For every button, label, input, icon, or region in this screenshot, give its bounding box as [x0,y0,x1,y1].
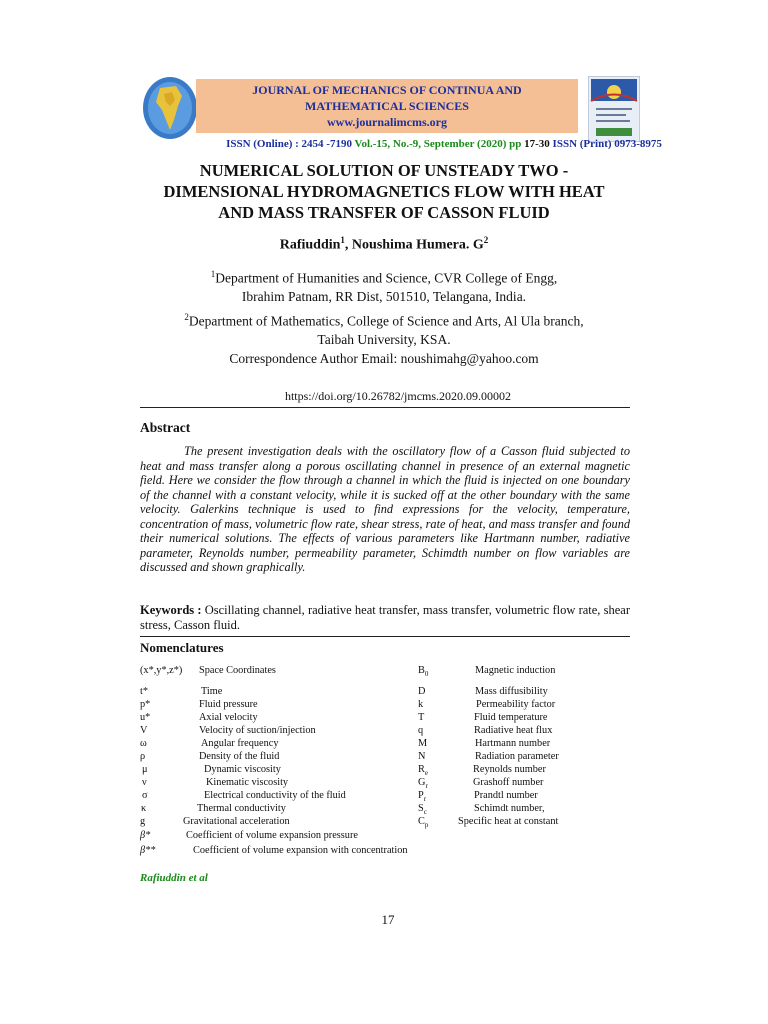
abstract-body [140,444,630,575]
nomenclature-description: Magnetic induction [475,665,556,676]
journal-website[interactable]: www.journalimcms.org [327,115,447,129]
aff1-sup: 1 [210,269,216,279]
nomenclature-symbol: (x*,y*,z*) [140,665,183,676]
nomenclature-symbol: ρ [140,751,146,762]
nomenclature-description: Radiation parameter [475,751,559,762]
symbol-letter: D [418,686,426,697]
journal-logo-right [588,76,640,142]
title-line1: NUMERICAL SOLUTION OF UNSTEADY TWO - [199,161,569,180]
journal-logo-left [142,76,198,140]
author-sep: , [344,237,352,253]
symbol-subscript: e [424,769,428,778]
symbol-letter: B [418,665,425,676]
abstract-text: The present investigation deals with the oscillatory flow of a Casson fluid subjected to heat and mass transfer along a porous oscillating channel in presence of an external magnetic field. Here we consider the flow through a channel in which the fluid is injected on one boundary of the channel with a constant velocity, while it is sucked off at the other boundary with the same velocity. Galerkins technique is used to find expressions for the velocity, temperature, concentration of mass, volumetric flow rate, shear stress, rate of heat, and mass transfer and found their numerical solutions. The effects of various parameters like Hartmann number, radiative parameter, Reynolds number, permeability parameter, Schimdth number on flow variables are discussed and shown graphically. [140,444,630,574]
affiliation-2 [0,308,768,349]
nomenclature-symbol: t* [140,686,149,697]
symbol-letter: C [418,816,425,827]
keywords [140,603,630,633]
nomenclature-symbol: σ [142,790,148,801]
nomenclature-description: Gravitational acceleration [183,816,290,827]
nomenclature-description: Reynolds number [473,764,546,775]
nomenclature-description: Axial velocity [199,712,258,723]
issn-online: ISSN (Online) : 2454 -7190 [226,138,352,150]
nomenclature-description: Kinematic viscosity [206,777,289,788]
nomenclature-description: Density of the fluid [199,751,280,762]
nomenclature-description: Hartmann number [475,738,551,749]
symbol-letter: P [418,790,424,801]
correspondence-email: Correspondence Author Email: noushimahg@yahoo.com [229,351,539,366]
symbol-letter: M [418,738,428,749]
nomenclature-symbol: g [140,816,146,827]
symbol-letter: G [418,777,426,788]
nomenclature-symbol: ν [142,777,147,788]
issn-print: ISSN (Print) 0973-8975 [552,138,662,150]
nomenclature-symbol [418,815,428,832]
symbol-letter: N [418,751,426,762]
divider-nomenclature [140,636,630,637]
title-line3: AND MASS TRANSFER OF CASSON FLUID [218,203,550,222]
author-2-sup: 2 [483,235,489,245]
nomenclature-description: Dynamic viscosity [204,764,281,775]
symbol-subscript: 0 [424,670,429,679]
nomenclature-description: Schimdt number, [474,803,545,814]
author-2: Noushima Humera. G [351,237,484,253]
nomenclature-description: Electrical conductivity of the fluid [204,790,346,801]
affiliation-1 [0,265,768,306]
nomenclature-symbol: u* [140,712,151,723]
aff2-line1: Department of Mathematics, College of Science and Arts, Al Ula branch, [188,313,584,329]
abstract-heading: Abstract [140,420,191,435]
page-range: 17-30 [524,138,550,150]
nomenclature-description: Mass diffusibility [475,686,548,697]
keywords-text: Oscillating channel, radiative heat transfer, mass transfer, volumetric flow rate, shear stress, Casson fluid. [140,603,630,632]
aff2-sup: 2 [184,312,189,322]
nomenclature-description: Permeability factor [476,699,556,710]
symbol-subscript: r [423,795,427,804]
aff1-line1: Department of Humanities and Science, CVR College of Engg, [215,270,558,286]
nomenclature-symbol: μ [142,764,148,775]
nomenclature-symbol: ω [140,738,147,749]
symbol-letter: q [418,725,424,736]
nomenclature-description: Prandtl number [474,790,538,801]
nomenclature-description: Coefficient of volume expansion pressure [186,830,358,841]
nomenclature-description: Velocity of suction/injection [199,725,316,736]
symbol-letter: S [418,803,424,814]
running-author: Rafiuddin et al [140,872,208,884]
nomenclature-description: Radiative heat flux [474,725,553,736]
nomenclature-heading: Nomenclatures [140,640,224,655]
author-list [0,235,768,254]
nomenclature-description: Coefficient of volume expansion with concentration [193,845,408,856]
doi-link[interactable]: https://doi.org/10.26782/jmcms.2020.09.00002 [284,389,512,403]
nomenclature-description: Grashoff number [473,777,544,788]
nomenclature-description: Time [201,686,223,697]
nomenclature-symbol: V [140,725,148,736]
symbol-letter: R [418,764,425,775]
journal-name [196,82,578,130]
symbol-letter: T [418,712,425,723]
aff1-line2: Ibrahim Patnam, RR Dist, 501510, Telangana, India. [241,288,527,304]
title-line2: DIMENSIONAL HYDROMAGNETICS FLOW WITH HEAT [163,182,605,201]
journal-line1: JOURNAL OF MECHANICS OF CONTINUA AND [252,83,522,97]
symbol-subscript: r [425,782,428,791]
nomenclature-symbol [418,664,428,681]
nomenclature-description: Angular frequency [201,738,279,749]
symbol-subscript: c [423,808,427,817]
paper-title [120,160,648,223]
nomenclature-description: Specific heat at constant [458,816,559,827]
page-number: 17 [381,912,395,927]
nomenclature-description: Fluid temperature [474,712,548,723]
keywords-label: Keywords : [140,603,202,617]
author-1-sup: 1 [340,235,345,245]
author-1: Rafiuddin [279,237,341,253]
issn-line [60,138,768,150]
volume-info: Vol.-15, No.-9, September (2020) pp [354,138,522,150]
journal-line2: MATHEMATICAL SCIENCES [305,99,469,113]
nomenclature-symbol: p* [140,699,151,710]
nomenclature-symbol: β* [140,830,151,841]
nomenclature-description: Fluid pressure [199,699,258,710]
nomenclature-description: Thermal conductivity [197,803,286,814]
nomenclature-symbol: β** [140,845,156,856]
nomenclature-symbol: κ [141,803,147,814]
symbol-letter: k [418,699,424,710]
symbol-subscript: p [424,821,429,830]
aff2-line2: Taibah University, KSA. [317,331,451,347]
nomenclature-description: Space Coordinates [199,665,276,676]
divider-top [140,407,630,408]
